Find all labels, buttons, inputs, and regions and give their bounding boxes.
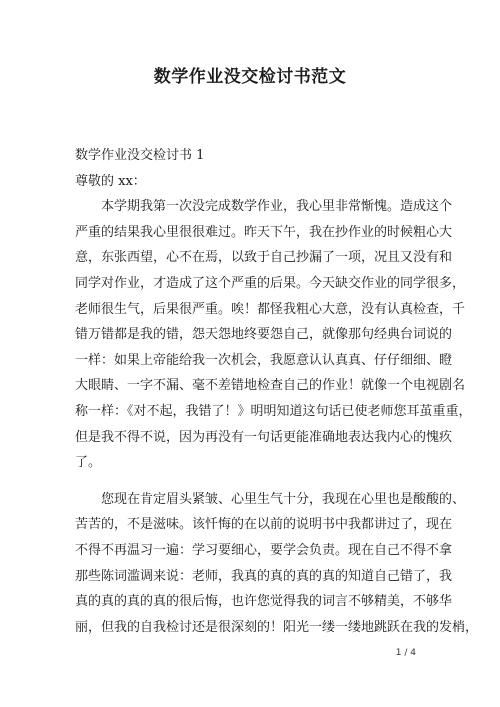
paragraph-line: 同学对作业，才造成了这个严重的后果。今天缺交作业的同学很多， bbox=[75, 275, 466, 291]
paragraph-line: 了。 bbox=[75, 455, 102, 471]
paragraph-line: 称一样：《对不起，我错了！》明明知道这句话已使老师您耳茧重重， bbox=[75, 403, 472, 419]
paragraph-line: 苦苦的，不是滋味。该忏悔的在以前的说明书中我都讲过了，现在 bbox=[75, 517, 453, 533]
paragraph-2 bbox=[75, 487, 479, 641]
paragraph-line: 那些陈词滥调来说：老师，我真的真的真的真的知道自己错了，我 bbox=[75, 568, 453, 584]
paragraph-line: 大眼睛、一字不漏、毫不差错地检查自己的作业！就像一个电视剧名 bbox=[75, 378, 466, 394]
salutation: 尊敬的 xx： bbox=[75, 173, 146, 189]
paragraph-line: 真的真的真的真的很后悔，也许您觉得我的词言不够精美，不够华 bbox=[75, 594, 453, 610]
document-body bbox=[75, 143, 479, 640]
paragraph-line: 错万错都是我的错，怨天怨地终要怨自己，就像那句经典台词说的 bbox=[75, 327, 453, 343]
paragraph-line: 不得不再温习一遍：学习要细心，要学会负责。现在自己不得不拿 bbox=[75, 542, 453, 558]
paragraph-1 bbox=[75, 194, 472, 476]
paragraph-line: 本学期我第一次没完成数学作业，我心里非常惭愧。造成这个 bbox=[101, 199, 453, 215]
paragraph-line: 您现在肯定眉头紧皱、心里生气十分，我现在心里也是酸酸的、 bbox=[101, 491, 466, 507]
paragraph-line: 一样：如果上帝能给我一次机会，我愿意认认真真、仔仔细细、瞪 bbox=[75, 352, 453, 368]
section-heading: 数学作业没交检讨书 1 bbox=[75, 148, 205, 163]
paragraph-line: 但是我不得不说，因为再没有一句话更能准确地表达我内心的愧疚 bbox=[75, 429, 453, 445]
paragraph-line: 严重的结果我心里很很难过。昨天下午，我在抄作业的时候粗心大 bbox=[75, 224, 453, 240]
paragraph-spacer bbox=[75, 476, 430, 487]
paragraph-line: 丽，但我的自我检讨还是很深刻的！阳光一缕一缕地跳跃在我的发梢， bbox=[75, 619, 479, 635]
page-number: 1 / 4 bbox=[395, 648, 416, 658]
paragraph-line: 老师很生气，后果很严重。唉！都怪我粗心大意，没有认真检查，千 bbox=[75, 301, 466, 317]
paragraph-line: 意，东张西望，心不在焉，以致于自己抄漏了一项，况且又没有和 bbox=[75, 250, 453, 266]
document-title: 数学作业没交检讨书范文 bbox=[153, 67, 347, 87]
